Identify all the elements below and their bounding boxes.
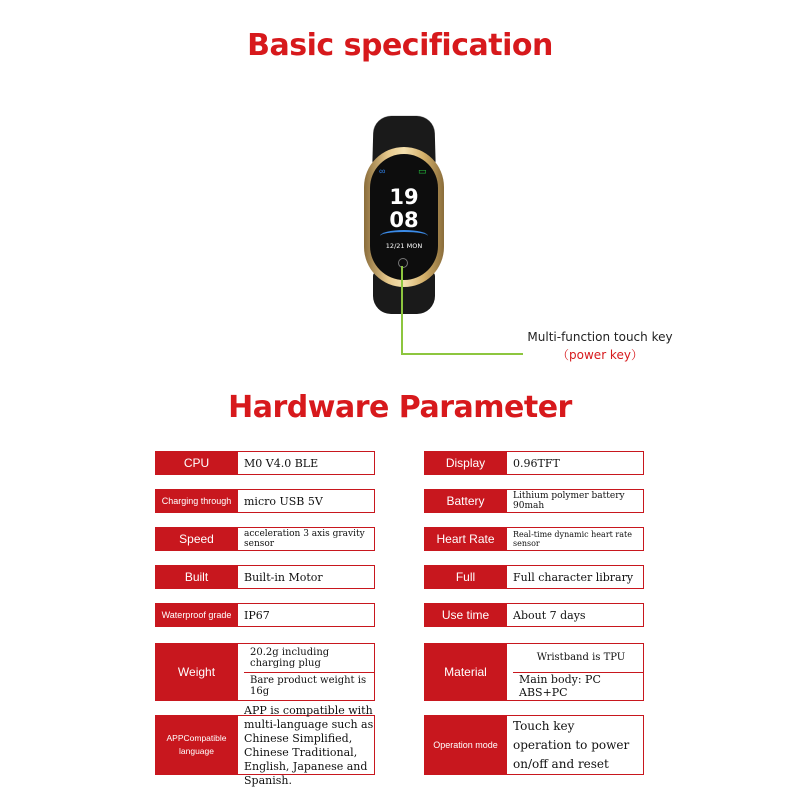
spec-value: IP67 bbox=[238, 603, 375, 627]
spec-value-line: 20.2g including charging plug bbox=[250, 646, 330, 669]
spec-row-weight bbox=[155, 643, 375, 701]
battery-icon: ▭ bbox=[418, 166, 427, 176]
wave-graphic bbox=[380, 230, 428, 242]
spec-row-battery bbox=[424, 489, 644, 513]
spec-row-app-language bbox=[155, 704, 375, 787]
spec-label: Weight bbox=[155, 643, 238, 701]
spec-value: Full character library bbox=[507, 565, 644, 589]
spec-value bbox=[507, 643, 644, 701]
spec-label: Display bbox=[424, 451, 507, 475]
spec-label: CPU bbox=[155, 451, 238, 475]
spec-label: Use time bbox=[424, 603, 507, 627]
spec-value: Touch key operation to power on/off and reset bbox=[507, 715, 644, 775]
callout-leader-vertical bbox=[401, 266, 403, 354]
spec-label: Speed bbox=[155, 527, 238, 551]
watch-time-hour: 19 bbox=[389, 185, 419, 209]
spec-label: Battery bbox=[424, 489, 507, 513]
spec-row-speed bbox=[155, 527, 375, 551]
spec-value: M0 V4.0 BLE bbox=[238, 451, 375, 475]
spec-label: Heart Rate bbox=[424, 527, 507, 551]
spec-label: APPCompatible language bbox=[155, 715, 238, 775]
spec-label: Full bbox=[424, 565, 507, 589]
spec-label: Waterproof grade bbox=[155, 603, 238, 627]
spec-value: 0.96TFT bbox=[507, 451, 644, 475]
spec-label: Charging through bbox=[155, 489, 238, 513]
spec-row-material bbox=[424, 643, 644, 701]
spec-value bbox=[238, 643, 375, 701]
spec-row-heart-rate bbox=[424, 527, 644, 551]
spec-row-cpu bbox=[155, 451, 375, 475]
spec-value: Built-in Motor bbox=[238, 565, 375, 589]
power-key-callout: （power key） bbox=[557, 348, 643, 362]
bluetooth-link-icon: ∞ bbox=[379, 166, 386, 176]
callout-leader-horizontal bbox=[401, 353, 523, 355]
spec-value: micro USB 5V bbox=[238, 489, 375, 513]
spec-value: Real-time dynamic heart rate sensor bbox=[507, 527, 644, 551]
spec-label: Operation mode bbox=[424, 715, 507, 775]
spec-value: acceleration 3 axis gravity sensor bbox=[238, 527, 375, 551]
spec-value-line: Main body: PC ABS+PC bbox=[513, 672, 643, 701]
basic-specification-title: Basic specification bbox=[247, 28, 553, 63]
spec-row-display bbox=[424, 451, 644, 475]
spec-row-waterproof bbox=[155, 603, 375, 627]
spec-row-operation-mode bbox=[424, 715, 644, 775]
watch-date: 12/21 MON bbox=[385, 242, 423, 250]
spec-value: APP is compatible with multi-language such as Chinese Simplified, Chinese Traditional, English, Japanese and Spanish. bbox=[238, 715, 375, 775]
spec-value-line: Bare product weight is 16g bbox=[244, 672, 374, 701]
spec-label: Material bbox=[424, 643, 507, 701]
spec-row-charging bbox=[155, 489, 375, 513]
spec-value: About 7 days bbox=[507, 603, 644, 627]
spec-value-line: Wristband is TPU bbox=[536, 652, 626, 664]
spec-value: Lithium polymer battery 90mah bbox=[507, 489, 644, 513]
touch-key-callout: Multi-function touch key bbox=[527, 330, 673, 344]
spec-row-full bbox=[424, 565, 644, 589]
hardware-parameter-title: Hardware Parameter bbox=[228, 390, 572, 425]
touch-key-icon bbox=[398, 258, 408, 268]
spec-label: Built bbox=[155, 565, 238, 589]
spec-row-built bbox=[155, 565, 375, 589]
watch-time-minute: 08 bbox=[389, 208, 419, 232]
spec-row-use-time bbox=[424, 603, 644, 627]
